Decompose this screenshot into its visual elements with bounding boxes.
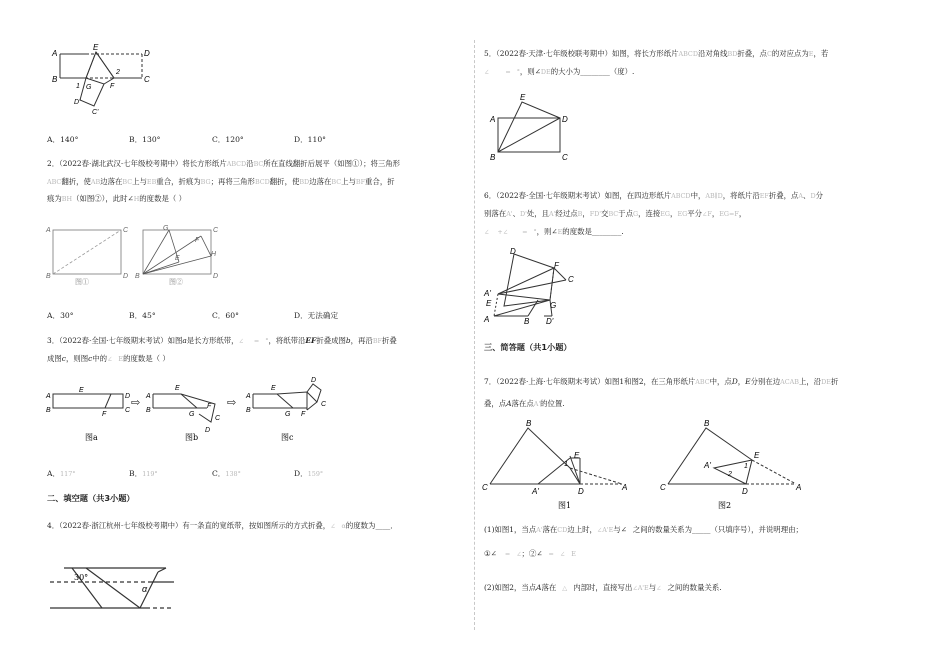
q6-line1: 6．（2022春·全国·七年级期末考试）如图，在四边形纸片ABCD中，AB∥D，将纸片沿EF折叠，点A、D分 [484,191,823,200]
q3-option-d[interactable]: D．159° [294,469,324,478]
svg-text:F: F [301,411,306,418]
q7-line1: 7．（2022春·上海·七年级期末考试）如图1和图2，在三角形纸片ABC中，点D，E分别在边ACAB上，沿DE折 [484,377,839,386]
svg-text:G: G [189,411,195,418]
svg-text:A: A [796,483,802,492]
svg-text:A: A [622,483,628,492]
svg-text:F: F [207,403,212,410]
svg-text:B: B [704,419,710,428]
svg-text:E: E [520,93,526,102]
q6-line2: 别落在A'、D'处，且A'经过点B，FD'交BC于点G，连接EG，EG平分∠F，EG=F， [484,209,747,218]
svg-text:图a: 图a [85,433,98,442]
svg-text:A: A [46,393,51,400]
svg-text:D: D [311,377,317,384]
svg-text:2: 2 [728,471,732,478]
q3-line1: 3．（2022春·全国·七年级期末考试）如图a是长方形纸带，∠ = °，将纸带沿EF折叠成图b，再沿BF折叠 [47,336,397,345]
svg-text:D: D [125,393,131,400]
svg-text:C: C [562,153,568,162]
svg-text:图①: 图① [75,278,89,286]
svg-text:B: B [526,419,532,428]
svg-text:A': A' [484,289,491,298]
svg-text:A': A' [532,487,539,496]
q7-part2: (2)如图2，当点A落在 △ 内部时，直接写出∠A'E与∠ 之间的数量关系. [484,583,722,592]
q3-option-b[interactable]: B．119° [129,469,158,478]
svg-text:E: E [175,385,180,392]
svg-text:E: E [754,451,760,460]
q1-option-b[interactable]: B．130° [129,135,161,144]
svg-text:⇨: ⇨ [227,396,237,409]
svg-text:C: C [215,415,221,422]
svg-text:D: D [510,247,516,256]
q2-option-b[interactable]: B．45° [129,311,156,320]
q6-figure [480,246,590,330]
q5-line1: 5．（2022春·天津·七年级校联考期中）如图，将长方形纸片ABCD沿对角线BD折叠，点C的对应点为E，若 [484,49,829,58]
svg-text:A: A [490,115,496,124]
svg-text:B: B [524,317,530,326]
q7-line2: 叠，点A落在点A'的位置. [484,399,565,408]
svg-text:D': D' [74,99,81,106]
q7-figure [482,420,812,512]
svg-text:F: F [195,237,200,244]
svg-text:D': D' [546,317,554,326]
section-fill-in-heading: 二、填空题（共3小题） [47,493,135,503]
svg-text:F: F [102,411,107,418]
svg-text:G: G [285,411,291,418]
svg-text:C: C [144,75,150,84]
svg-text:E: E [175,255,180,262]
q3-figure [45,378,335,444]
svg-text:E: E [574,451,580,460]
svg-text:C: C [321,401,327,408]
svg-text:E: E [486,299,492,308]
q1-figure [50,44,160,116]
svg-text:D: D [123,273,129,280]
q1-option-c[interactable]: C．120° [212,135,244,144]
q2-line1: 2．（2022春·湖北武汉·七年级校考期中）将长方形纸片ABCD沿BC所在直线翻折后展平（如图①）；将三角形 [47,159,401,168]
svg-text:C: C [568,275,574,284]
q3-line2: 成图c，则图c中的∠ E的度数是（ ） [47,354,170,363]
svg-text:G: G [163,225,169,232]
svg-text:B: B [246,407,251,414]
svg-text:H: H [211,251,217,258]
svg-text:C: C [660,483,666,492]
q7-part1: (1)如图1，当点A'落在CD边上时，∠A'E与∠ 之间的数量关系为_____（只填序号），并说明理由； [484,525,803,534]
svg-text:1: 1 [76,83,80,90]
q7-choices: ①∠ = ∠；②∠ = ∠ E [484,549,576,558]
svg-text:A: A [46,227,51,234]
svg-text:D: D [742,487,748,496]
svg-text:D: D [205,427,211,434]
svg-text:G: G [86,84,92,91]
svg-text:G: G [550,301,557,310]
q4-line1: 4．（2022春·浙江杭州·七年级校考期中）有一条直的宽纸带，按如图所示的方式折叠，∠ α的度数为____． [47,521,398,530]
q5-figure [488,94,578,166]
svg-text:D: D [144,49,150,58]
svg-text:B: B [46,273,51,280]
svg-text:C: C [482,483,488,492]
q1-option-d[interactable]: D．110° [294,135,326,144]
svg-text:图1: 图1 [558,501,572,510]
svg-text:⇨: ⇨ [131,396,141,409]
svg-text:图2: 图2 [718,501,732,510]
column-divider [474,40,475,630]
svg-text:F: F [554,261,559,270]
svg-text:E: E [271,385,276,392]
q2-option-d[interactable]: D．无法确定 [294,311,339,320]
svg-text:B: B [52,75,58,84]
svg-text:1: 1 [564,461,568,468]
svg-text:A': A' [704,461,711,470]
q3-option-a[interactable]: A．117° [47,469,76,478]
svg-text:E: E [79,387,84,394]
svg-text:F: F [110,83,115,90]
svg-text:A: A [146,393,151,400]
q2-figure [45,222,235,286]
q6-line3: ∠ +∠ = °，则∠E的度数是________. [484,227,624,236]
svg-text:C': C' [92,109,99,116]
q5-line2: ∠ = °，则∠DE的大小为________（度）. [484,67,635,76]
svg-text:B: B [135,273,140,280]
svg-text:30°: 30° [74,573,89,582]
svg-text:B: B [46,407,51,414]
svg-text:B: B [490,153,496,162]
svg-text:图b: 图b [185,433,199,442]
q2-option-c[interactable]: C．60° [212,311,239,320]
svg-text:D: D [578,487,584,496]
svg-text:D: D [213,273,219,280]
q4-figure [50,548,190,616]
svg-text:A: A [484,315,490,324]
q3-option-c[interactable]: C．138° [212,469,241,478]
svg-text:图c: 图c [281,433,294,442]
svg-text:B: B [146,407,151,414]
q2-option-a[interactable]: A．30° [47,311,74,320]
svg-text:2: 2 [116,69,120,76]
q1-option-a[interactable]: A．140° [47,135,79,144]
svg-text:C: C [125,407,131,414]
svg-text:A: A [52,49,58,58]
svg-text:C: C [213,227,219,234]
q2-line3: 痕为BH（如图②），此时∠H的度数是（ ） [47,194,186,203]
svg-text:E: E [93,43,99,52]
svg-text:图②: 图② [169,278,183,286]
svg-text:A: A [246,393,251,400]
svg-text:C: C [123,227,129,234]
svg-text:D: D [562,115,568,124]
q2-line2: ABC翻折，使AB边落在BC上与EB重合，折痕为BG；再将三角形BCD翻折，使BD边落在BC上与BF重合，折 [47,177,395,186]
svg-text:1: 1 [744,463,748,470]
svg-text:α: α [142,584,148,594]
section-short-answer-heading: 三、简答题（共1小题） [484,342,572,352]
